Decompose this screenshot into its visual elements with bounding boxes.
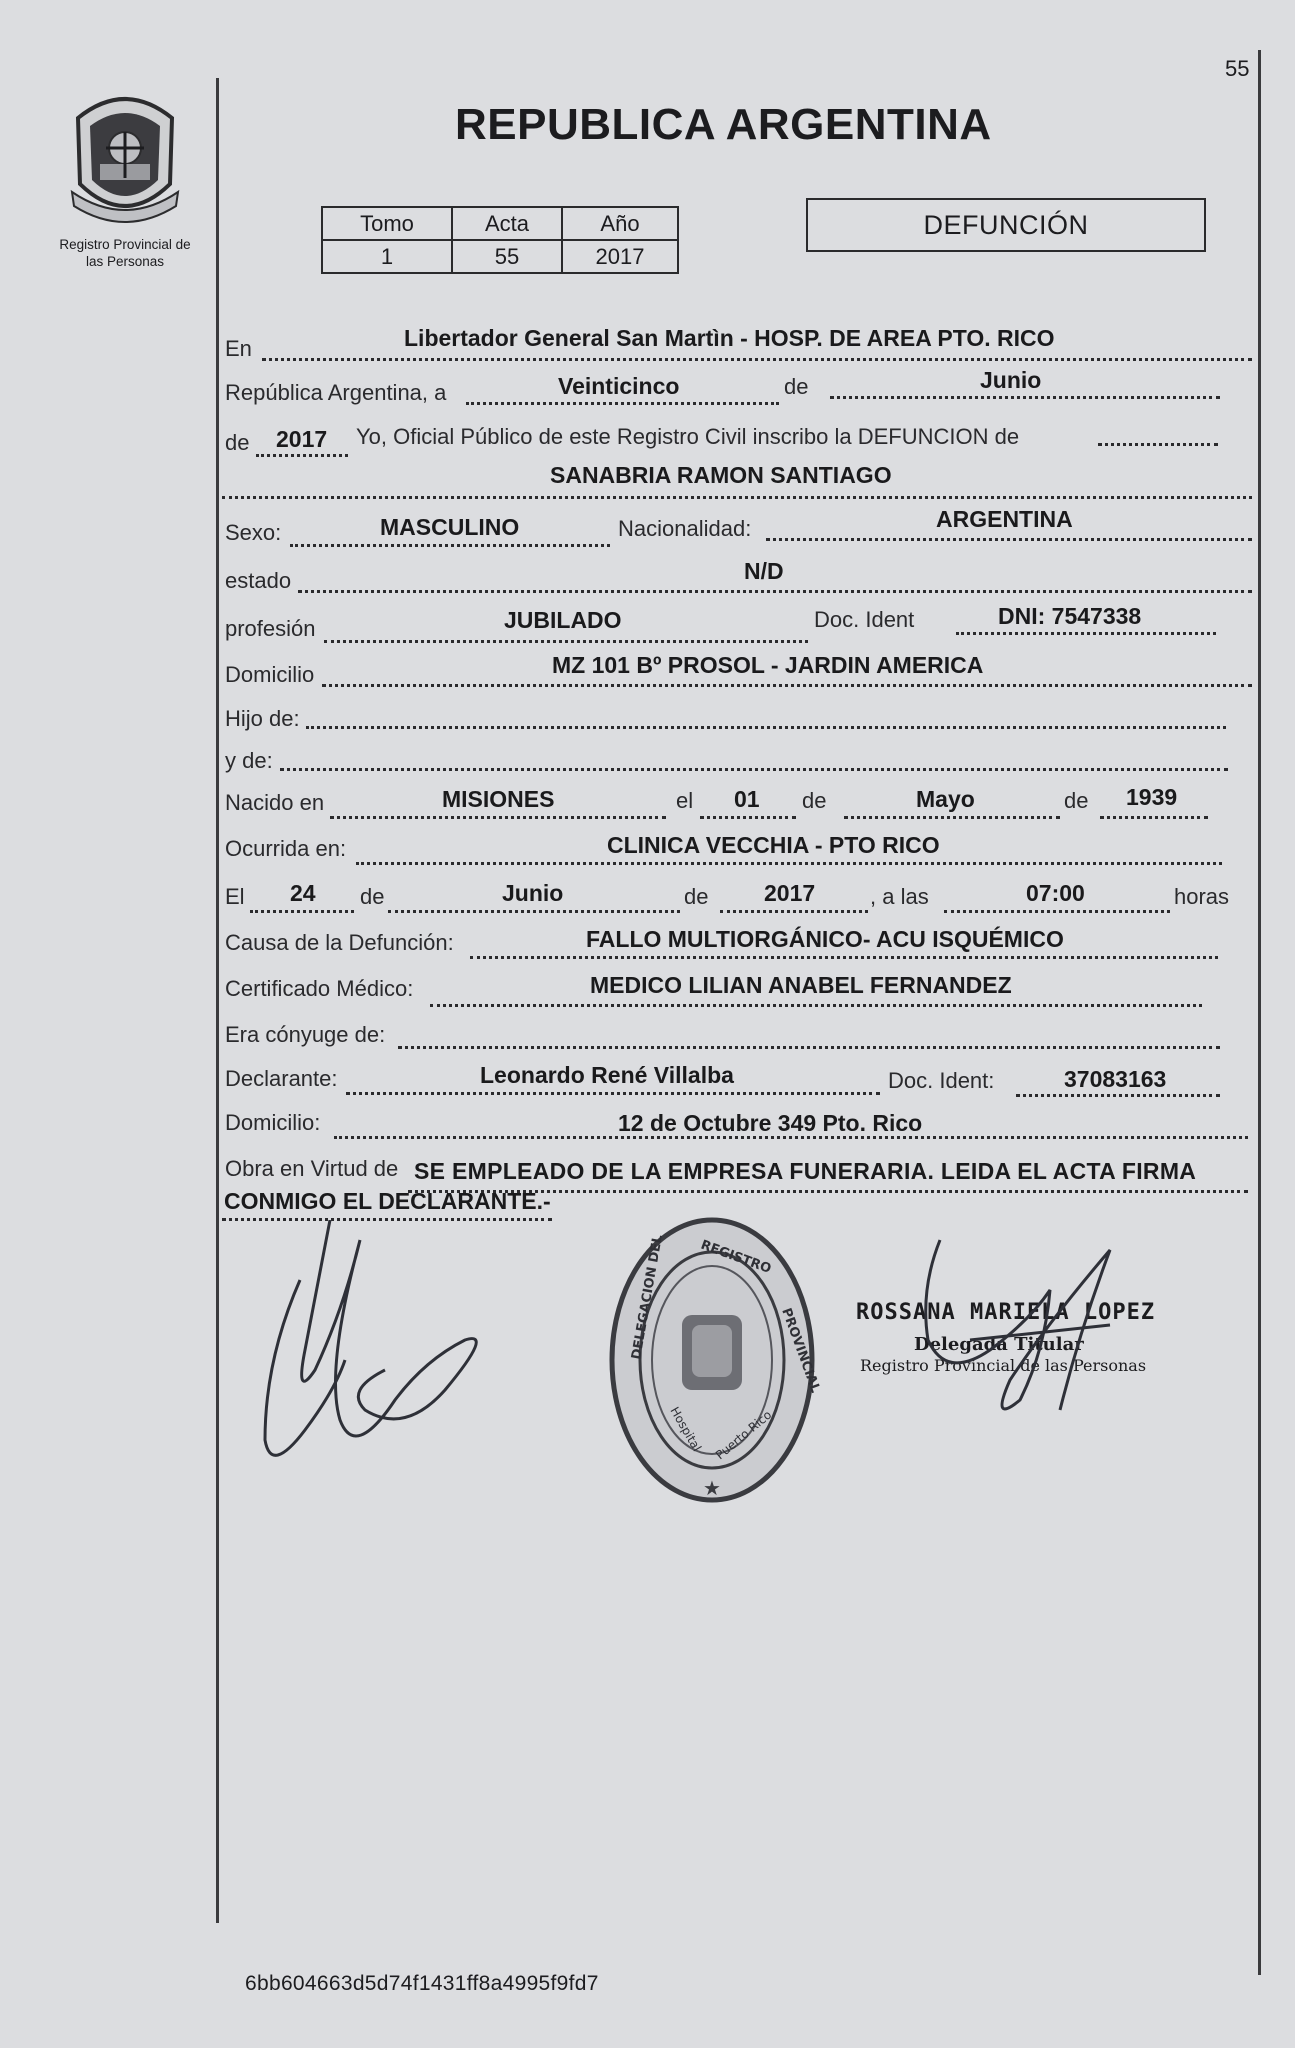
- death-time-line: [944, 910, 1170, 913]
- profession-line: [324, 640, 808, 643]
- registry-line-1: Registro Provincial de: [59, 237, 191, 252]
- declarant-address-label: Domicilio:: [225, 1110, 321, 1135]
- by-virtue-text: SE EMPLEADO DE LA EMPRESA FUNERARIA. LEIDA EL ACTA FIRMA: [414, 1158, 1197, 1184]
- doc-value: DNI: 7547338: [998, 603, 1142, 629]
- and-of-line: [280, 768, 1228, 771]
- doc-line: [956, 632, 1216, 635]
- cause-value: FALLO MULTIORGÁNICO- ACU ISQUÉMICO: [586, 926, 1064, 952]
- record-table: [321, 206, 679, 274]
- address-label: Domicilio: [225, 662, 315, 687]
- birth-day-value: 01: [734, 786, 760, 812]
- occurred-line: [356, 862, 1222, 865]
- at-label: , a las: [870, 884, 929, 909]
- day-line: [466, 402, 779, 405]
- address-value: MZ 101 Bº PROSOL - JARDIN AMERICA: [552, 652, 984, 678]
- record-table-header-row: [322, 207, 678, 240]
- republic-label: República Argentina, a: [225, 380, 447, 405]
- nationality-value: ARGENTINA: [936, 506, 1073, 532]
- death-el-label: El: [225, 884, 245, 909]
- coat-of-arms-icon: [66, 88, 184, 228]
- delegate-name: ROSSANA MARIELA LOPEZ: [856, 1300, 1156, 1325]
- delegate-signature: [850, 1230, 1190, 1430]
- declarant-label: Declarante:: [225, 1066, 338, 1091]
- nationality-line: [766, 538, 1252, 541]
- sex-line: [290, 544, 610, 547]
- by-virtue-label: Obra en Virtud de: [225, 1156, 399, 1181]
- death-day-line: [250, 910, 354, 913]
- day-words-value: Veinticinco: [558, 373, 680, 399]
- child-of-label: Hijo de:: [225, 706, 300, 731]
- header-tomo: Tomo: [322, 207, 452, 240]
- cause-line: [470, 956, 1218, 959]
- deceased-name-value: SANABRIA RAMON SANTIAGO: [550, 462, 892, 488]
- birth-day-line: [700, 816, 796, 819]
- and-of-label: y de:: [225, 748, 273, 773]
- doc-label: Doc. Ident: [814, 607, 915, 632]
- month-value: Junio: [980, 367, 1042, 393]
- spouse-label: Era cónyuge de:: [225, 1022, 386, 1047]
- birth-year-line: [1100, 816, 1208, 819]
- certificate-value: MEDICO LILIAN ANABEL FERNANDEZ: [590, 972, 1012, 998]
- svg-text:REGISTRO: REGISTRO: [698, 1237, 774, 1277]
- record-table-value-row: [322, 240, 678, 273]
- delegate-office: Registro Provincial de las Personas: [860, 1356, 1147, 1375]
- occurred-value: CLINICA VECCHIA - PTO RICO: [607, 832, 940, 858]
- place-value: Libertador General San Martìn - HOSP. DE AREA PTO. RICO: [404, 325, 1055, 351]
- declarant-doc-label: Doc. Ident:: [888, 1068, 995, 1093]
- record-type-box: DEFUNCIÓN: [806, 198, 1206, 252]
- birth-de-label-2: de: [1064, 788, 1089, 813]
- officer-line: [1098, 443, 1218, 446]
- child-of-line: [306, 726, 1226, 729]
- birth-de-label-1: de: [802, 788, 827, 813]
- death-day-value: 24: [290, 880, 316, 906]
- death-month-value: Junio: [502, 880, 564, 906]
- declarant-doc-value: 37083163: [1064, 1066, 1167, 1092]
- declarant-line: [346, 1092, 880, 1095]
- en-label: En: [225, 336, 252, 361]
- birth-el-label: el: [676, 788, 694, 813]
- profession-value: JUBILADO: [504, 607, 622, 633]
- declarant-signature: [245, 1220, 485, 1470]
- page-number: 55: [1225, 56, 1250, 81]
- officer-text: Yo, Oficial Público de este Registro Civil inscribo la DEFUNCION de: [356, 424, 1020, 449]
- civil-status-label: estado: [225, 568, 292, 593]
- declarant-doc-line: [1016, 1094, 1220, 1097]
- born-in-value: MISIONES: [442, 786, 555, 812]
- death-de-label-2: de: [684, 884, 709, 909]
- svg-text:Puerto Rico: Puerto Rico: [712, 1407, 775, 1463]
- de-label-2: de: [225, 430, 250, 455]
- left-margin-line: [216, 78, 219, 1923]
- svg-text:Hospital: Hospital: [667, 1404, 705, 1454]
- sex-value: MASCULINO: [380, 514, 520, 540]
- birth-month-value: Mayo: [916, 786, 975, 812]
- svg-text:DELEGACION DEL: DELEGACION DEL: [629, 1233, 666, 1361]
- death-time-value: 07:00: [1026, 880, 1085, 906]
- birth-year-value: 1939: [1126, 784, 1178, 810]
- death-month-line: [388, 910, 680, 913]
- by-virtue-text-2: CONMIGO EL DECLARANTE.-: [224, 1188, 551, 1214]
- de-label-1: de: [784, 374, 809, 399]
- deceased-name-line: [222, 496, 1252, 499]
- right-margin-line: [1258, 50, 1261, 1975]
- civil-status-line: [298, 590, 1252, 593]
- address-line: [322, 684, 1252, 687]
- certificate-label: Certificado Médico:: [225, 976, 414, 1001]
- death-year-line: [720, 910, 868, 913]
- registry-seal-icon: [600, 1210, 825, 1510]
- delegate-role: Delegada Titular: [914, 1334, 1084, 1355]
- profession-label: profesión: [225, 616, 316, 641]
- sex-label: Sexo:: [225, 520, 282, 545]
- death-de-label-1: de: [360, 884, 385, 909]
- document-title: REPUBLICA ARGENTINA: [455, 100, 992, 149]
- document-hash: 6bb604663d5d74f1431ff8a4995f9fd7: [245, 1972, 599, 1995]
- header-acta: Acta: [452, 207, 562, 240]
- spouse-line: [398, 1046, 1220, 1049]
- birth-month-line: [844, 816, 1060, 819]
- civil-status-value: N/D: [744, 558, 784, 584]
- occurred-label: Ocurrida en:: [225, 836, 347, 861]
- registry-line-2: las Personas: [85, 254, 165, 269]
- year-line: [256, 454, 348, 457]
- cause-label: Causa de la Defunción:: [225, 930, 454, 955]
- value-tomo: 1: [322, 240, 452, 273]
- death-year-value: 2017: [764, 880, 816, 906]
- svg-text:PROVINCIAL: PROVINCIAL: [778, 1306, 823, 1395]
- value-acta: 55: [452, 240, 562, 273]
- hours-label: horas: [1174, 884, 1230, 909]
- nationality-label: Nacionalidad:: [618, 516, 752, 541]
- header-anio: Año: [562, 207, 678, 240]
- born-in-line: [330, 816, 666, 819]
- born-in-label: Nacido en: [225, 790, 325, 815]
- declarant-address-value: 12 de Octubre 349 Pto. Rico: [618, 1110, 923, 1136]
- place-line: [262, 358, 1252, 361]
- year-value: 2017: [276, 426, 328, 452]
- declarant-value: Leonardo René Villalba: [480, 1062, 734, 1088]
- svg-text:★: ★: [703, 1476, 721, 1500]
- certificate-line: [430, 1004, 1202, 1007]
- month-line: [830, 396, 1220, 399]
- registry-name: [30, 236, 220, 270]
- delegate-stamp: [850, 1230, 1190, 1430]
- value-anio: 2017: [562, 240, 678, 273]
